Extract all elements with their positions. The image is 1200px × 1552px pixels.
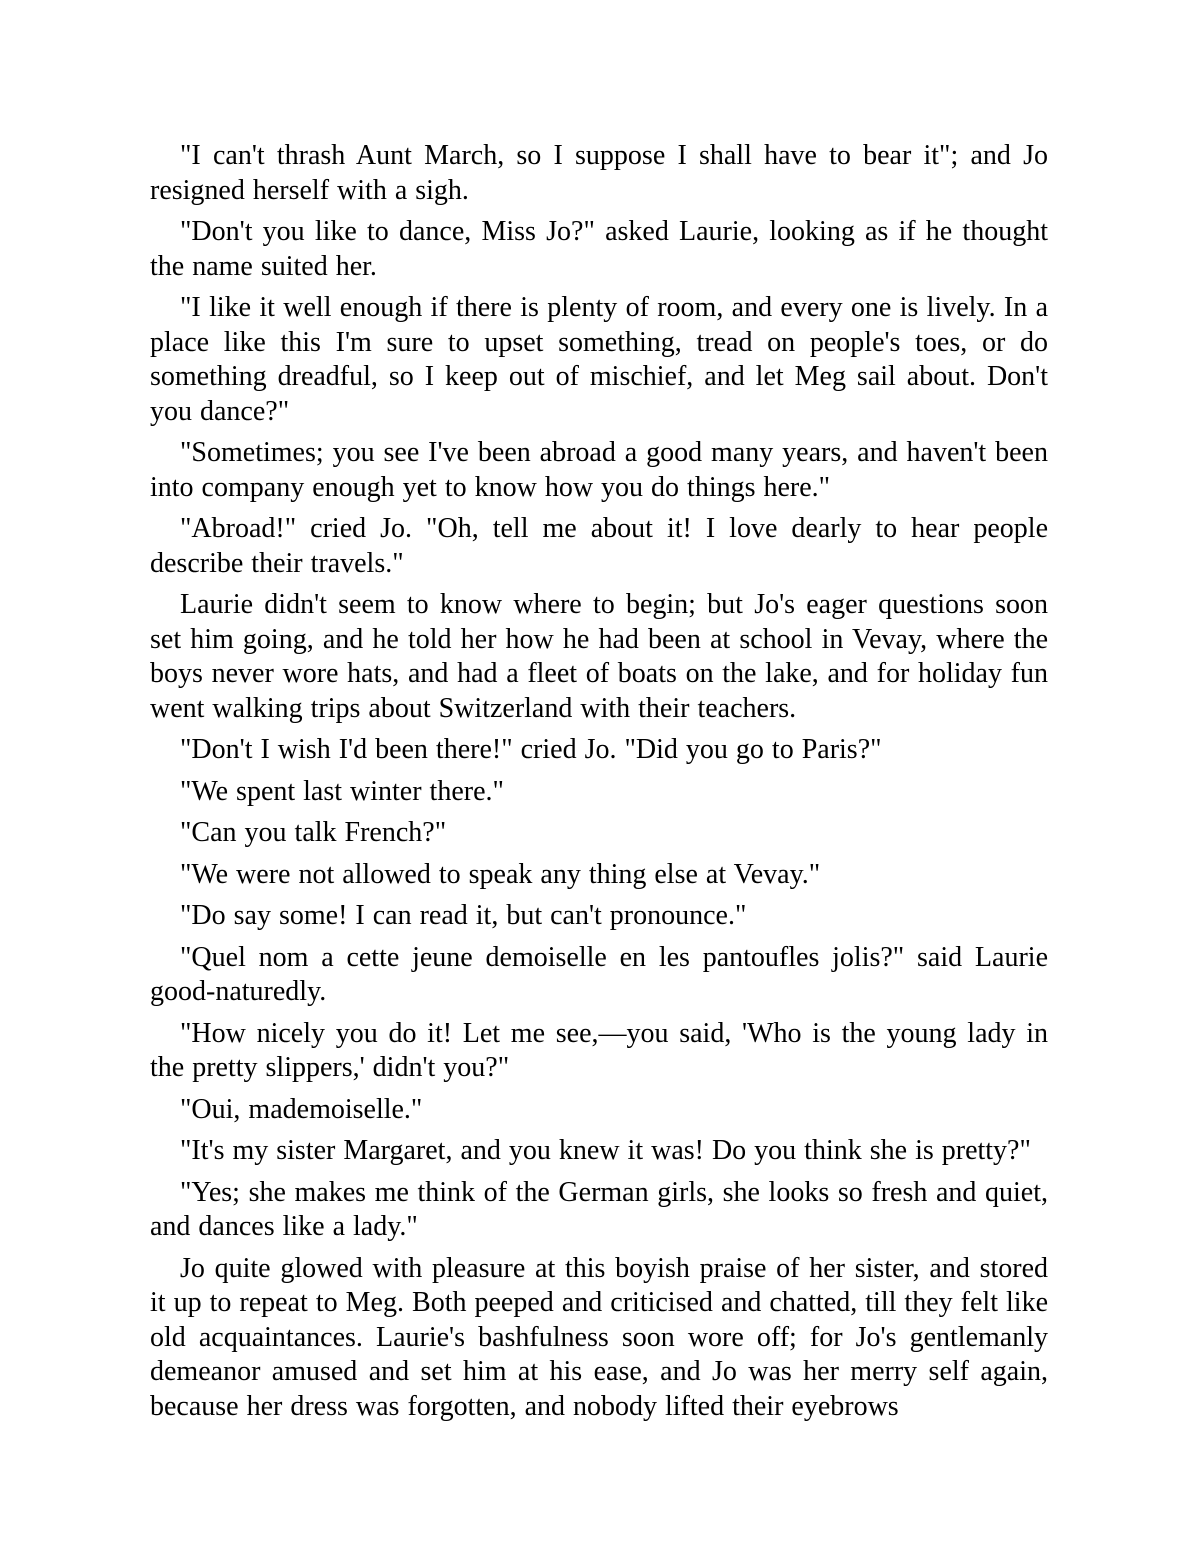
paragraph: "Quel nom a cette jeune demoiselle en les pantoufles jolis?" said Laurie good-naturedly. [150, 941, 1048, 1007]
paragraph: "Do say some! I can read it, but can't pronounce." [180, 900, 747, 931]
paragraph: "Abroad!" cried Jo. "Oh, tell me about it! I love dearly to hear people describe their travels." [150, 513, 1048, 579]
paragraph: "Sometimes; you see I've been abroad a good many years, and haven't been into company enough yet to know how you do things here." [150, 437, 1048, 503]
paragraph: "Yes; she makes me think of the German girls, she looks so fresh and quiet, and dances like a lady." [150, 1176, 1048, 1242]
paragraph: "How nicely you do it! Let me see,—you said, 'Who is the young lady in the pretty slippers,' didn't you?" [150, 1017, 1048, 1083]
text-column [150, 139, 1048, 1424]
paragraph: "I can't thrash Aunt March, so I suppose I shall have to bear it"; and Jo resigned herself with a sigh. [150, 140, 1048, 206]
paragraph: Jo quite glowed with pleasure at this boyish praise of her sister, and stored it up to repeat to Meg. Both peeped and criticised and chatted, till they felt like old acquaintances. Laurie's bashfulness soon wore off; for Jo's gentlemanly demeanor amused and set him at his ease, and Jo was her merry self again, because her dress was forgotten, and nobody lifted their eyebrows [150, 1252, 1048, 1422]
paragraph: "We spent last winter there." [180, 775, 504, 807]
paragraph: "We were not allowed to speak any thing else at Vevay." [180, 858, 821, 890]
paragraph: "Don't I wish I'd been there!" cried Jo. "Did you go to Paris?" [180, 734, 882, 765]
paragraph: "Can you talk French?" [180, 817, 447, 848]
paragraph: "Oui, mademoiselle." [180, 1093, 423, 1125]
paragraph: "It's my sister Margaret, and you knew it was! Do you think she is pretty?" [180, 1135, 1031, 1166]
paragraph: "Don't you like to dance, Miss Jo?" asked Laurie, looking as if he thought the name suited her. [150, 216, 1048, 282]
paragraph: Laurie didn't seem to know where to begin; but Jo's eager questions soon set him going, and he told her how he had been at school in Vevay, where the boys never wore hats, and had a fleet of boats on the lake, and for holiday fun went walking trips about Switzerland with their teachers. [150, 589, 1048, 724]
paragraph: "I like it well enough if there is plenty of room, and every one is lively. In a place like this I'm sure to upset something, tread on people's toes, or do something dreadful, so I keep out of mischief, and let Meg sail about. Don't you dance?" [150, 292, 1048, 427]
